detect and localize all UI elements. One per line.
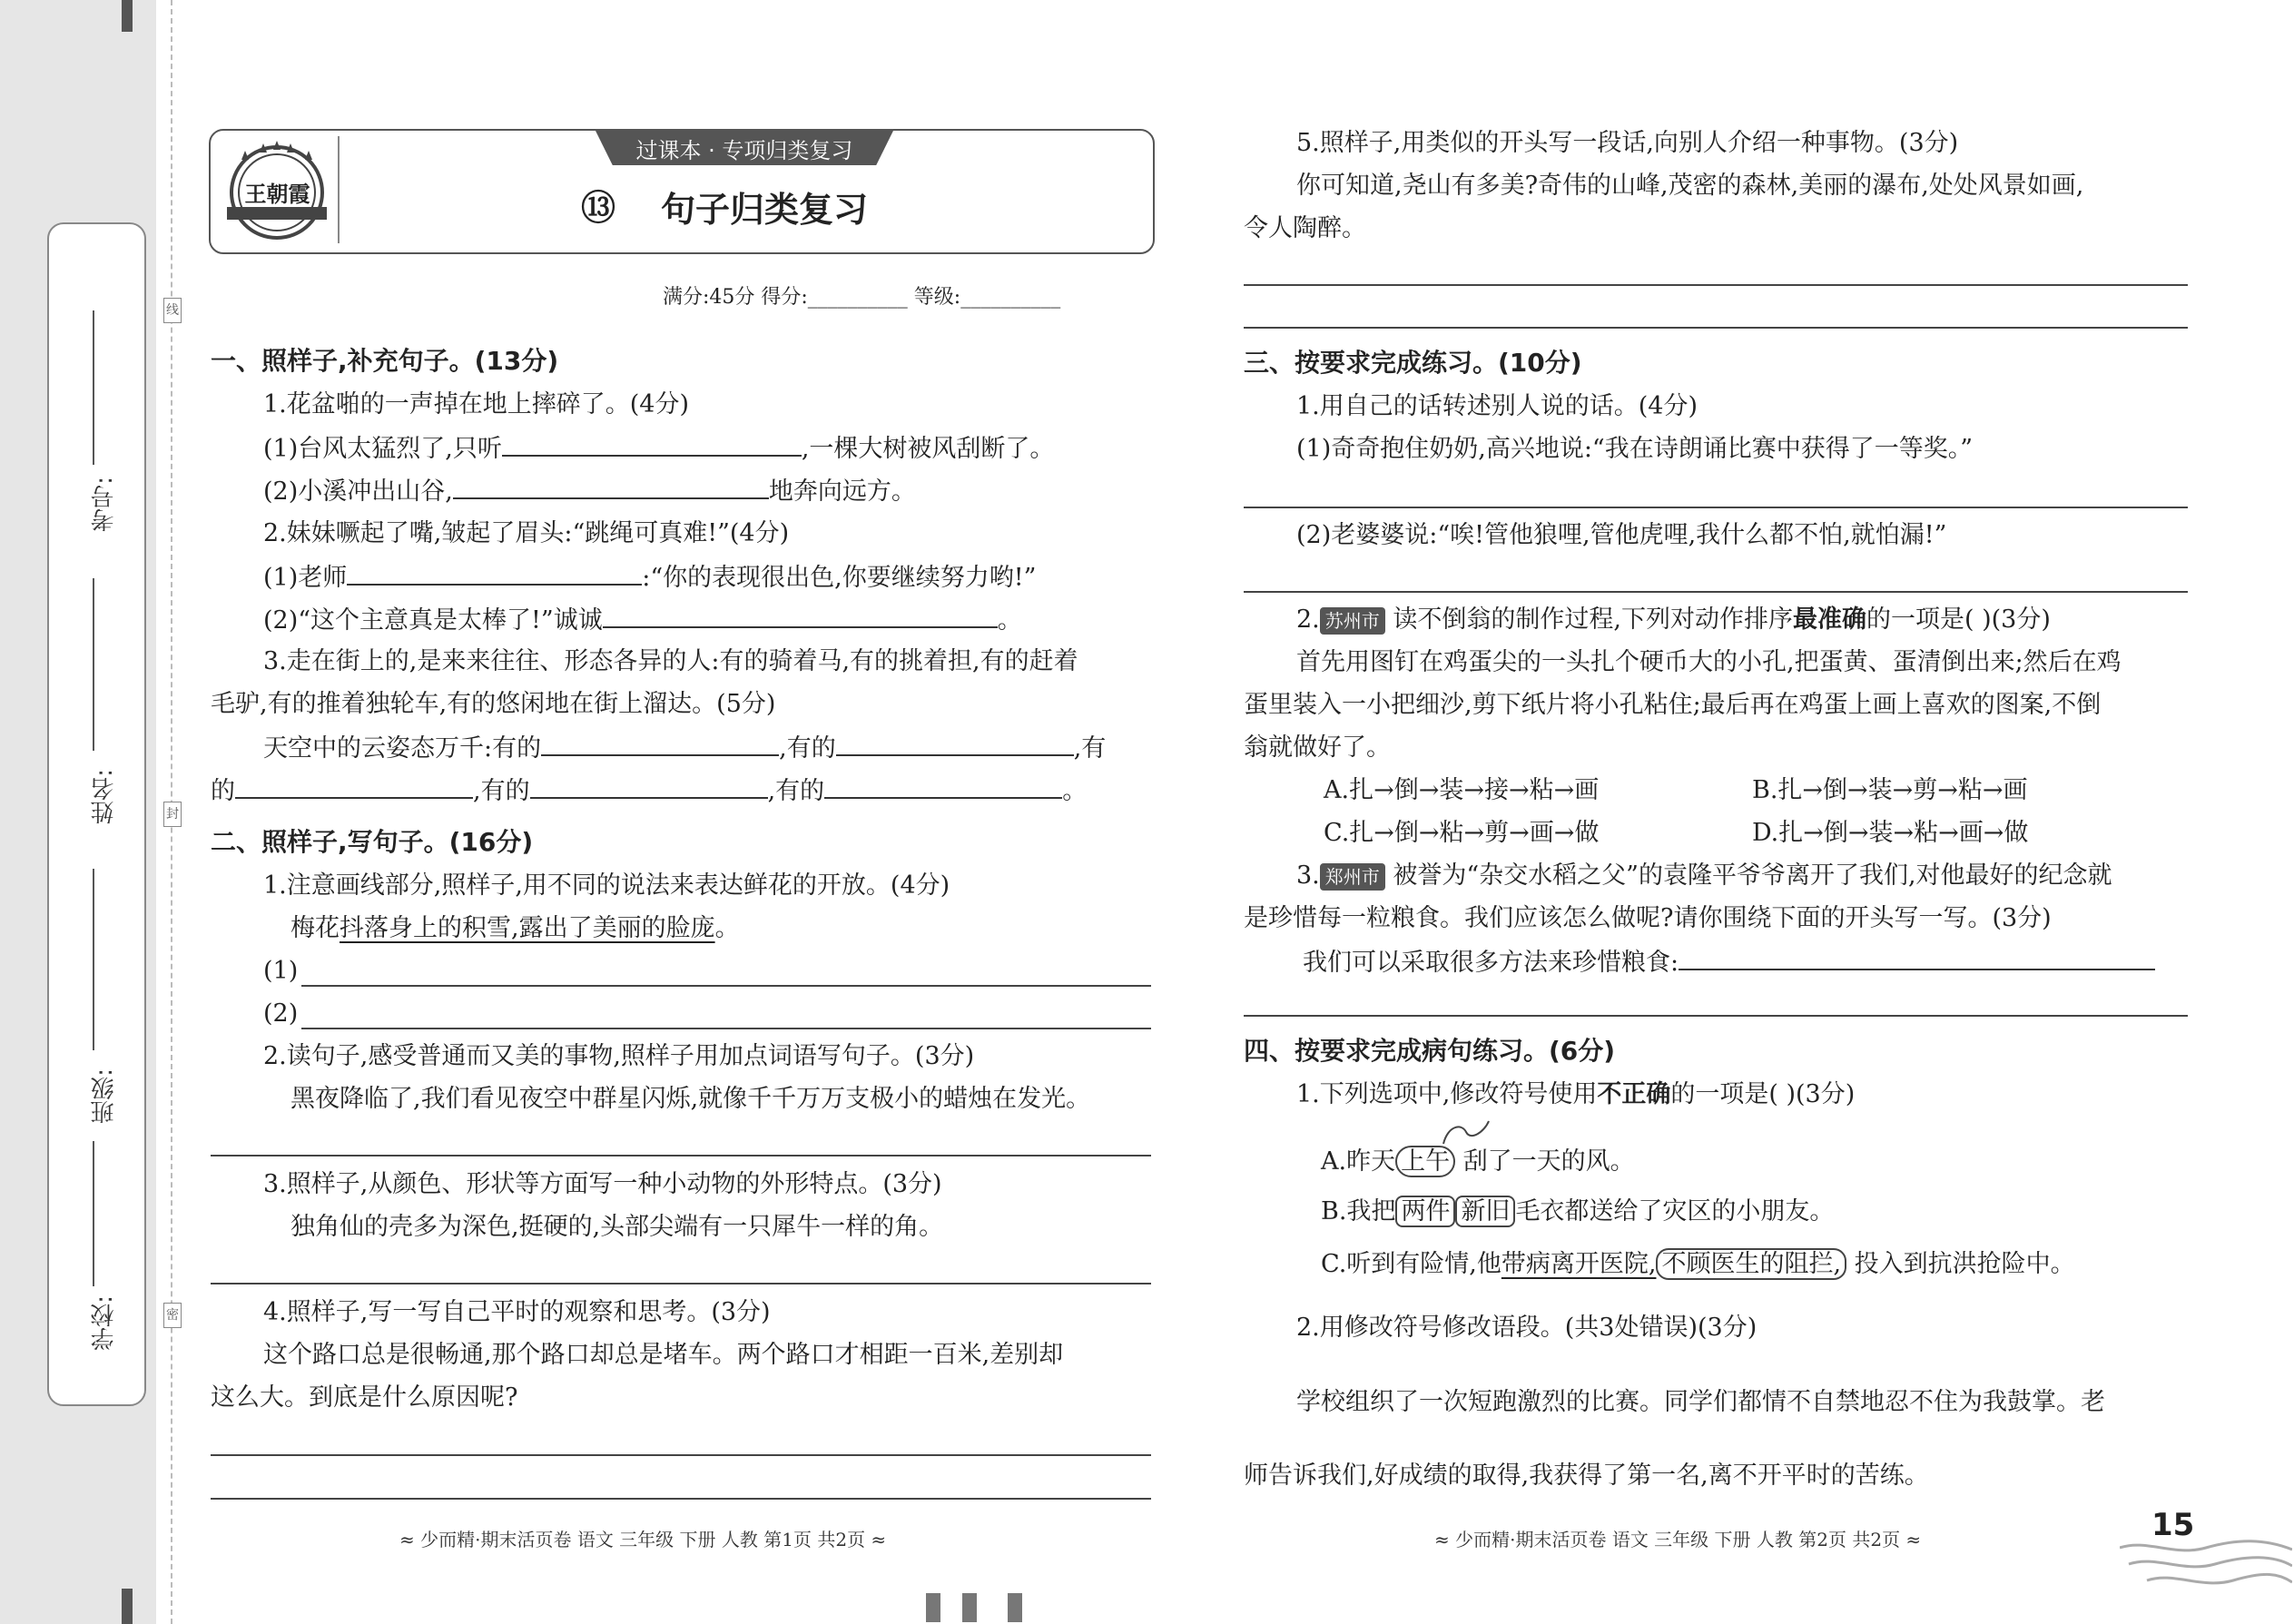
question-2-3: 3.照样子,从颜色、形状等方面写一种小动物的外形特点。(3分) <box>263 1170 942 1198</box>
question-2-1: 1.注意画线部分,照样子,用不同的说法来表达鲜花的开放。(4分) <box>263 871 950 900</box>
deletion-squiggle-icon <box>1439 1118 1493 1146</box>
answer-line[interactable] <box>1244 1015 2188 1017</box>
city-tag: 苏州市 <box>1320 607 1385 635</box>
answer-line[interactable] <box>211 1498 1151 1500</box>
section-2-heading: 二、照样子,写句子。(16分) <box>211 827 534 857</box>
answer-blank[interactable] <box>836 731 1074 756</box>
question-1-3-task-cont <box>211 773 1087 808</box>
option-text: B.我把 <box>1321 1197 1396 1225</box>
exam-no-label: 考号: <box>91 477 118 532</box>
fold-char-seal: 封 <box>163 802 182 827</box>
question-text: 1.下列选项中,修改符号使用 <box>1296 1080 1598 1108</box>
score-line: 满分:45分 得分:__________ 等级:__________ <box>663 286 1061 309</box>
emphasis-text: 最准确 <box>1792 605 1866 634</box>
question-text: 1.花盆啪的一声掉在地上摔碎了。(4分) <box>263 390 690 418</box>
registration-mark <box>1008 1593 1022 1622</box>
option-4c[interactable] <box>1321 1248 2075 1281</box>
class-field[interactable] <box>93 869 94 1050</box>
binding-mark <box>122 1589 133 1624</box>
answer-blank[interactable] <box>824 773 1062 799</box>
question-3-1: 1.用自己的话转述别人说的话。(4分) <box>1296 392 1698 420</box>
question-text: 的一项是( )(3分) <box>1670 1080 1856 1108</box>
name-label: 姓名: <box>91 769 118 824</box>
question-1-2: 2.妹妹噘起了嘴,皱起了眉头:“跳绳可真难!”(4分) <box>263 519 790 547</box>
answer-line[interactable] <box>1244 327 2188 329</box>
underlined-phrase: 抖落身上的积雪,露出了美丽的脸庞 <box>340 914 715 942</box>
option-d[interactable]: D.扎→倒→装→粘→画→做 <box>1752 819 2029 847</box>
question-2-4: 4.照样子,写一写自己平时的观察和思考。(3分) <box>263 1298 771 1326</box>
fold-char-line: 线 <box>163 298 182 323</box>
prompt-text: 的 <box>211 777 235 805</box>
answer-line[interactable] <box>211 1454 1151 1456</box>
city-tag: 郑州市 <box>1320 863 1385 891</box>
answer-line[interactable] <box>211 1283 1151 1284</box>
option-text: 刮了一天的风。 <box>1462 1147 1635 1176</box>
question-4-1 <box>1296 1078 1855 1111</box>
example-sentence-2-5-cont: 令人陶醉。 <box>1244 214 1366 242</box>
section-4-heading: 四、按要求完成病句练习。(6分) <box>1244 1036 1616 1066</box>
question-3-3 <box>1296 860 2112 892</box>
lesson-number: ⑬ <box>581 187 616 228</box>
section-1-heading: 一、照样子,补充句子。(13分) <box>211 346 559 376</box>
question-2-2: 2.读句子,感受普通而又美的事物,照样子用加点词语写句子。(3分) <box>263 1042 975 1070</box>
question-number: 2. <box>1296 605 1320 634</box>
left-footer: ≈ 少而精·期末活页卷 语文 三年级 下册 人教 第1页 共2页 ≈ <box>399 1529 887 1550</box>
example-sentence-2-3: 独角仙的壳多为深色,挺硬的,头部尖端有一只犀牛一样的角。 <box>290 1213 944 1241</box>
prompt-text: 地奔向远方。 <box>768 477 916 506</box>
question-3-1-2: (2)老婆婆说:“唉!管他狼哩,管他虎哩,我什么都不怕,就怕漏!” <box>1296 521 1947 549</box>
prompt-text: ,有的 <box>767 777 825 805</box>
passage-3-2-cont: 蛋里装入一小把细沙,剪下纸片将小孔粘住;最后再在鸡蛋上画上喜欢的图案,不倒 <box>1244 691 2102 719</box>
option-b[interactable]: B.扎→倒→装→剪→粘→画 <box>1752 776 2028 804</box>
question-1-3: 3.走在街上的,是来来往往、形态各异的人:有的骑着马,有的挑着担,有的赶着 <box>263 647 1078 675</box>
prompt-text: ,一棵大树被风刮断了。 <box>801 435 1055 463</box>
prompt-text: 。 <box>997 606 1022 635</box>
page-number: 15 <box>2151 1507 2195 1543</box>
publisher-logo <box>218 136 336 243</box>
option-text: 投入到抗洪抢险中。 <box>1854 1250 2075 1278</box>
answer-blank[interactable] <box>502 431 802 457</box>
answer-blank[interactable] <box>603 603 998 628</box>
question-text: 读不倒翁的制作过程,下列对动作排序 <box>1393 605 1793 634</box>
fold-char-secret: 密 <box>163 1303 182 1328</box>
example-text: 。 <box>714 914 740 942</box>
answer-line[interactable] <box>1244 507 2188 508</box>
example-text: 梅花 <box>290 914 340 942</box>
option-a[interactable]: A.扎→倒→装→接→粘→画 <box>1324 776 1600 804</box>
question-1-2-1 <box>263 560 1036 595</box>
school-label: 学校: <box>91 1295 118 1351</box>
name-field[interactable] <box>93 578 94 751</box>
example-sentence-2-4: 这个路口总是很畅通,那个路口却总是堵车。两个路口才相距一百米,差别却 <box>263 1341 1064 1369</box>
question-1-1-2 <box>263 474 916 508</box>
right-footer: ≈ 少而精·期末活页卷 语文 三年级 下册 人教 第2页 共2页 ≈ <box>1434 1529 1922 1550</box>
move-mark: 带病离开医院, <box>1501 1250 1657 1278</box>
answer-2-1-2-label: (2) <box>263 999 299 1028</box>
move-mark: 不顾医生的阻拦, <box>1656 1248 1846 1280</box>
example-sentence-2-5: 你可知道,尧山有多美?奇伟的山峰,茂密的森林,美丽的瀑布,处处风景如画, <box>1296 172 2084 200</box>
answer-blank[interactable] <box>1679 945 2155 970</box>
option-c[interactable]: C.扎→倒→粘→剪→画→做 <box>1324 819 1600 847</box>
answer-line[interactable] <box>1244 284 2188 286</box>
answer-blank[interactable] <box>530 773 768 799</box>
swap-mark: 新旧 <box>1455 1196 1515 1227</box>
option-text: A.昨天 <box>1321 1147 1396 1176</box>
registration-mark <box>926 1593 940 1622</box>
prompt-text: ,有 <box>1073 734 1107 763</box>
prompt-text: (1)台风太猛烈了,只听 <box>263 435 502 463</box>
answer-blank[interactable] <box>453 474 769 499</box>
question-4-2: 2.用修改符号修改语段。(共3处错误)(3分) <box>1296 1314 1757 1342</box>
swap-mark: 两件 <box>1395 1196 1455 1227</box>
example-sentence-2-4-cont: 这么大。到底是什么原因呢? <box>211 1383 518 1412</box>
logo-divider <box>338 136 340 243</box>
example-sentence-2-2: 黑夜降临了,我们看见夜空中群星闪烁,就像千千万万支极小的蜡烛在发光。 <box>290 1085 1091 1113</box>
prompt-text: (1)老师 <box>263 564 348 592</box>
option-4a[interactable] <box>1321 1146 1635 1178</box>
question-1-2-2 <box>263 603 1022 637</box>
question-text: 被誉为“杂交水稻之父”的袁隆平爷爷离开了我们,对他最好的纪念就 <box>1393 861 2112 890</box>
option-text: C.听到有险情,他 <box>1321 1250 1501 1278</box>
question-3-3-cont: 是珍惜每一粒粮食。我们应该怎么做呢?请你围绕下面的开头写一写。(3分) <box>1244 904 2052 932</box>
question-3-2 <box>1296 604 2051 636</box>
exam-no-field[interactable] <box>93 310 94 465</box>
logo-text: 王朝霞 <box>244 181 310 207</box>
example-sentence-2-1 <box>290 912 740 945</box>
deletion-mark: 上午 <box>1395 1146 1455 1177</box>
emphasis-text: 不正确 <box>1597 1080 1671 1108</box>
wave-decoration <box>2120 1539 2292 1602</box>
question-1-1 <box>263 389 689 421</box>
prompt-text: (2)“这个主意真是太棒了!”诚诚 <box>263 606 603 635</box>
option-4b[interactable] <box>1321 1196 1834 1228</box>
question-3-1-1: (1)奇奇抱住奶奶,高兴地说:“我在诗朗诵比赛中获得了一等奖。” <box>1296 435 1974 463</box>
answer-line[interactable] <box>301 1028 1151 1029</box>
passage-4-2-cont: 师告诉我们,好成绩的取得,我获得了第一名,离不开平时的苦练。 <box>1244 1462 1929 1490</box>
answer-blank[interactable] <box>347 560 642 586</box>
answer-line[interactable] <box>1244 591 2188 593</box>
question-1-1-1 <box>263 431 1054 466</box>
option-text: 毛衣都送给了灾区的小朋友。 <box>1515 1197 1835 1225</box>
prompt-text: 。 <box>1062 777 1088 805</box>
question-1-3-task <box>263 731 1106 765</box>
answer-blank[interactable] <box>541 731 779 756</box>
question-2-5: 5.照样子,用类似的开头写一段话,向别人介绍一种事物。(3分) <box>1296 129 1959 157</box>
question-text: 的一项是( )(3分) <box>1866 605 2051 634</box>
passage-3-2: 首先用图钉在鸡蛋尖的一头扎个硬币大的小孔,把蛋黄、蛋清倒出来;然后在鸡 <box>1296 648 2122 676</box>
question-3-3-prompt <box>1303 945 2155 979</box>
answer-line[interactable] <box>211 1155 1151 1156</box>
prompt-text: 我们可以采取很多方法来珍惜粮食: <box>1303 949 1679 977</box>
prompt-text: 天空中的云姿态万千:有的 <box>263 734 542 763</box>
question-1-3-cont: 毛驴,有的推着独轮车,有的悠闲地在街上溜达。(5分) <box>211 690 776 718</box>
page-title: 句子归类复习 <box>661 190 869 230</box>
banner-text: 过课本 · 专项归类复习 <box>635 138 853 163</box>
prompt-text: :“你的表现很出色,你要继续努力哟!” <box>642 564 1037 592</box>
prompt-text: ,有的 <box>473 777 530 805</box>
prompt-text: ,有的 <box>779 734 836 763</box>
school-field[interactable] <box>93 1141 94 1286</box>
student-info-panel <box>47 222 146 1406</box>
passage-4-2: 学校组织了一次短跑激烈的比赛。同学们都情不自禁地忍不住为我鼓掌。老 <box>1296 1388 2105 1416</box>
answer-line[interactable] <box>301 985 1151 987</box>
question-number: 3. <box>1296 861 1320 890</box>
answer-2-1-1-label: (1) <box>263 957 299 985</box>
section-3-heading: 三、按要求完成练习。(10分) <box>1244 348 1582 378</box>
binding-mark <box>122 0 133 32</box>
prompt-text: (2)小溪冲出山谷, <box>263 477 453 506</box>
class-label: 班级: <box>91 1068 118 1124</box>
passage-3-2-end: 翁就做好了。 <box>1244 733 1391 762</box>
answer-blank[interactable] <box>235 773 473 799</box>
registration-mark <box>962 1593 977 1622</box>
